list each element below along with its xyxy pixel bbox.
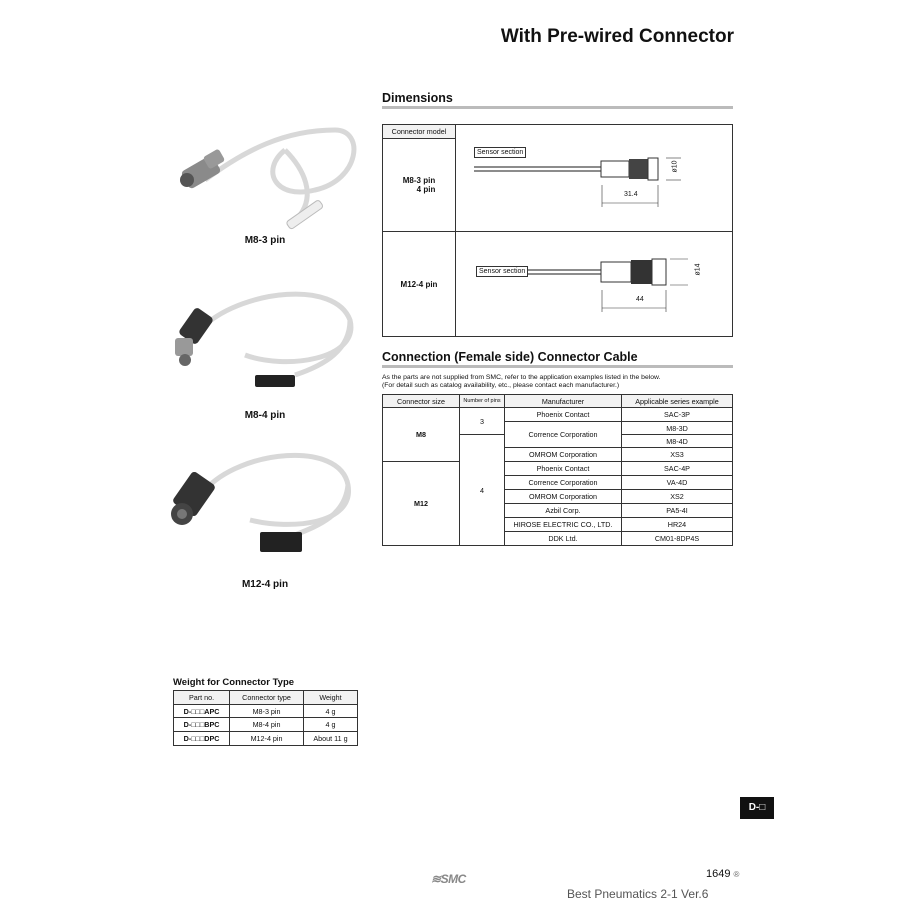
part-cell: D-□□□DPC [174, 732, 230, 746]
part-cell: D-□□□BPC [174, 718, 230, 732]
smc-logo: ≋SMC [431, 872, 466, 886]
manufacturer-cell: DDK Ltd. [505, 532, 622, 546]
diameter-dimension: ø10 [671, 160, 679, 173]
m8-3pin-product-image [165, 110, 365, 240]
type-cell: M8-3 pin [230, 705, 304, 718]
pins-cell: 3 [460, 408, 505, 435]
type-cell: M8-4 pin [230, 718, 304, 732]
dimensions-title: Dimensions [382, 91, 453, 105]
series-cell: M8-4D [622, 435, 733, 448]
weight-title: Weight for Connector Type [173, 677, 295, 688]
series-cell: HR24 [622, 518, 733, 532]
manufacturer-cell: HIROSE ELECTRIC CO., LTD. [505, 518, 622, 532]
series-cell: XS3 [622, 448, 733, 462]
part-cell: D-□□□APC [174, 705, 230, 718]
manufacturer-cell: Azbil Corp. [505, 504, 622, 518]
page-title: With Pre-wired Connector [500, 26, 734, 47]
m8-drawing [456, 125, 733, 232]
product-label: M8-4 pin [244, 410, 286, 421]
weight-cell: About 11 g [304, 732, 358, 746]
sensor-section-label: Sensor section [474, 147, 526, 158]
size-cell: M8 [383, 408, 460, 462]
series-cell: SAC-4P [622, 462, 733, 476]
product-label: M12-4 pin [241, 579, 289, 590]
col-header: Weight [304, 691, 358, 705]
length-dimension: 44 [636, 296, 644, 303]
section-rule [382, 106, 733, 109]
m12-drawing [456, 232, 733, 337]
type-cell: M12-4 pin [230, 732, 304, 746]
registered-icon: ® [733, 870, 740, 879]
footer-version: Best Pneumatics 2-1 Ver.6 [567, 887, 709, 901]
model-m8: M8-3 pin 4 pin [383, 139, 456, 232]
model-m12: M12-4 pin [383, 232, 456, 337]
m8-4pin-product-image [165, 280, 365, 405]
manufacturer-cell: OMROM Corporation [505, 448, 622, 462]
section-rule [382, 365, 733, 368]
size-cell: M12 [383, 462, 460, 546]
manufacturer-cell: Phoenix Contact [505, 408, 622, 422]
length-dimension: 31.4 [624, 191, 638, 198]
weight-cell: 4 g [304, 705, 358, 718]
page-number: 1649 ® [706, 868, 740, 880]
dimensions-table [382, 124, 733, 337]
col-header: Number of pins [460, 395, 505, 408]
manufacturer-cell: Corrence Corporation [505, 422, 622, 448]
series-cell: SAC-3P [622, 408, 733, 422]
series-cell: XS2 [622, 490, 733, 504]
series-cell: PA5-4I [622, 504, 733, 518]
col-header: Manufacturer [505, 395, 622, 408]
diameter-dimension: ø14 [694, 263, 702, 276]
section-badge: D-□ [740, 797, 774, 819]
series-cell: M8-3D [622, 422, 733, 435]
col-header: Connector model [383, 125, 456, 139]
connection-note: As the parts are not supplied from SMC, refer to the application examples listed in the below. (For detail such as catalog availability, etc., please contact each manufacturer.) [382, 374, 661, 389]
col-header: Applicable series example [622, 395, 733, 408]
connection-table [382, 394, 733, 546]
series-cell: VA-4D [622, 476, 733, 490]
manufacturer-cell: Phoenix Contact [505, 462, 622, 476]
manufacturer-cell: OMROM Corporation [505, 490, 622, 504]
manufacturer-cell: Corrence Corporation [505, 476, 622, 490]
pins-cell: 4 [460, 435, 505, 546]
sensor-section-label: Sensor section [476, 266, 528, 277]
connection-title: Connection (Female side) Connector Cable [382, 350, 638, 364]
weight-cell: 4 g [304, 718, 358, 732]
col-header: Part no. [174, 691, 230, 705]
series-cell: CM01-8DP4S [622, 532, 733, 546]
col-header: Connector size [383, 395, 460, 408]
product-label: M8-3 pin [244, 235, 286, 246]
col-header: Connector type [230, 691, 304, 705]
weight-table [173, 690, 358, 746]
m12-4pin-product-image [160, 440, 360, 575]
